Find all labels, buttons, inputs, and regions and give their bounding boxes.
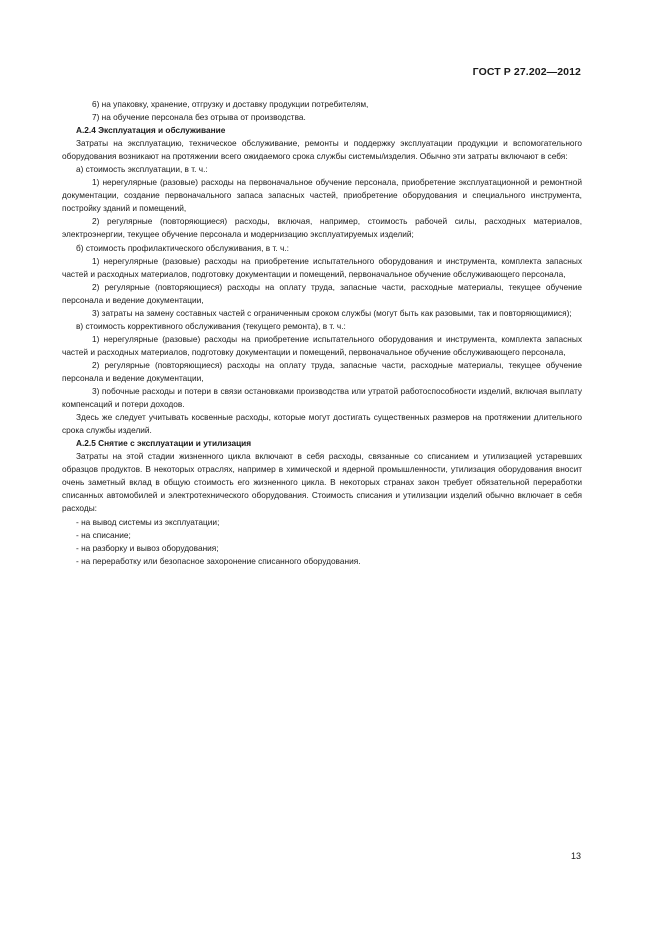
paragraph-subitem: 2) регулярные (повторяющиеся) расходы, включая, например, стоимость рабочей силы, расходных материалов, электроэнергии, текущее обучение персонала и модернизацию эксплуатируемых изделий; [62, 216, 582, 240]
paragraph-subitem: 7) на обучение персонала без отрыва от производства. [92, 112, 306, 123]
paragraph: в) стоимость коррективного обслуживания (текущего ремонта), в т. ч.: [76, 320, 346, 331]
section-heading: А.2.5 Снятие с эксплуатации и утилизация [76, 438, 252, 449]
paragraph-subitem: 6) на упаковку, хранение, отгрузку и доставку продукции потребителям, [92, 99, 369, 109]
paragraph: Здесь же следует учитывать косвенные расходы, которые могут достигать существенных размеров на протяжении длительного срока службы изделий. [62, 412, 582, 436]
paragraph-subitem: 1) нерегулярные (разовые) расходы на первоначальное обучение персонала, приобретение эксплуатационной и ремонтной документации, создание первоначального запаса запасных частей, приобретение оборудования и специального инструмента, постройку зданий и помещений, [62, 177, 582, 214]
page-number: 13 [570, 851, 581, 861]
list-item: - на вывод системы из эксплуатации; [76, 516, 220, 527]
paragraph-subitem: 2) регулярные (повторяющиеся) расходы на оплату труда, запасные части, расходные материалы, текущее обучение персонала и ведение документации, [62, 359, 582, 383]
paragraph-subitem: 3) затраты на замену составных частей с ограниченным сроком службы (могут быть как разовыми, так и повторяющимися); [92, 307, 572, 318]
paragraph-subitem: 3) побочные расходы и потери в связи остановками производства или утратой работоспособности изделий, включая выплату компенсаций и потери доходов. [62, 386, 582, 410]
paragraph-subitem: 2) регулярные (повторяющиеся) расходы на оплату труда, запасные части, расходные материалы, текущее обучение персонала и ведение документации, [62, 281, 582, 305]
list-item: - на переработку или безопасное захоронение списанного оборудования. [76, 555, 361, 566]
document-header: ГОСТ Р 27.202—2012 [472, 66, 581, 78]
list-item: - на разборку и вывоз оборудования; [76, 542, 219, 553]
document-body [62, 98, 582, 568]
paragraph-subitem: 1) нерегулярные (разовые) расходы на приобретение испытательного оборудования и инструмента, комплекта запасных частей и расходных материалов, подготовку документации и помещений, первоначальное обучение обслуживающего персонала, [62, 255, 582, 279]
paragraph: Затраты на эксплуатацию, техническое обслуживание, ремонты и поддержку эксплуатации продукции и вспомогательного оборудования возникают на протяжении всего ожидаемого срока службы системы/изделия. Обычно эти затраты включают в себя: [62, 138, 582, 162]
paragraph: Затраты на этой стадии жизненного цикла включают в себя расходы, связанные со списанием и утилизацией устаревших образцов продуктов. В некоторых отраслях, например в химической и ядерной промышленности, утилизация оборудования вносит очень заметный вклад в общую стоимость его жизненного цикла. В некоторых странах закон требует обязательной переработки списанных автомобилей и электротехнического оборудования. Стоимость списания и утилизации изделий обычно включает в себя расходы: [62, 451, 582, 514]
list-item: - на списание; [76, 529, 131, 540]
paragraph: б) стоимость профилактического обслуживания, в т. ч.: [76, 242, 289, 253]
paragraph: а) стоимость эксплуатации, в т. ч.: [76, 164, 208, 175]
section-heading: А.2.4 Эксплуатация и обслуживание [76, 125, 226, 136]
paragraph-subitem: 1) нерегулярные (разовые) расходы на приобретение испытательного оборудования и инструмента, комплекта запасных частей и расходных материалов, подготовку документации и помещений, первоначальное обучение обслуживающего персонала, [62, 333, 582, 357]
